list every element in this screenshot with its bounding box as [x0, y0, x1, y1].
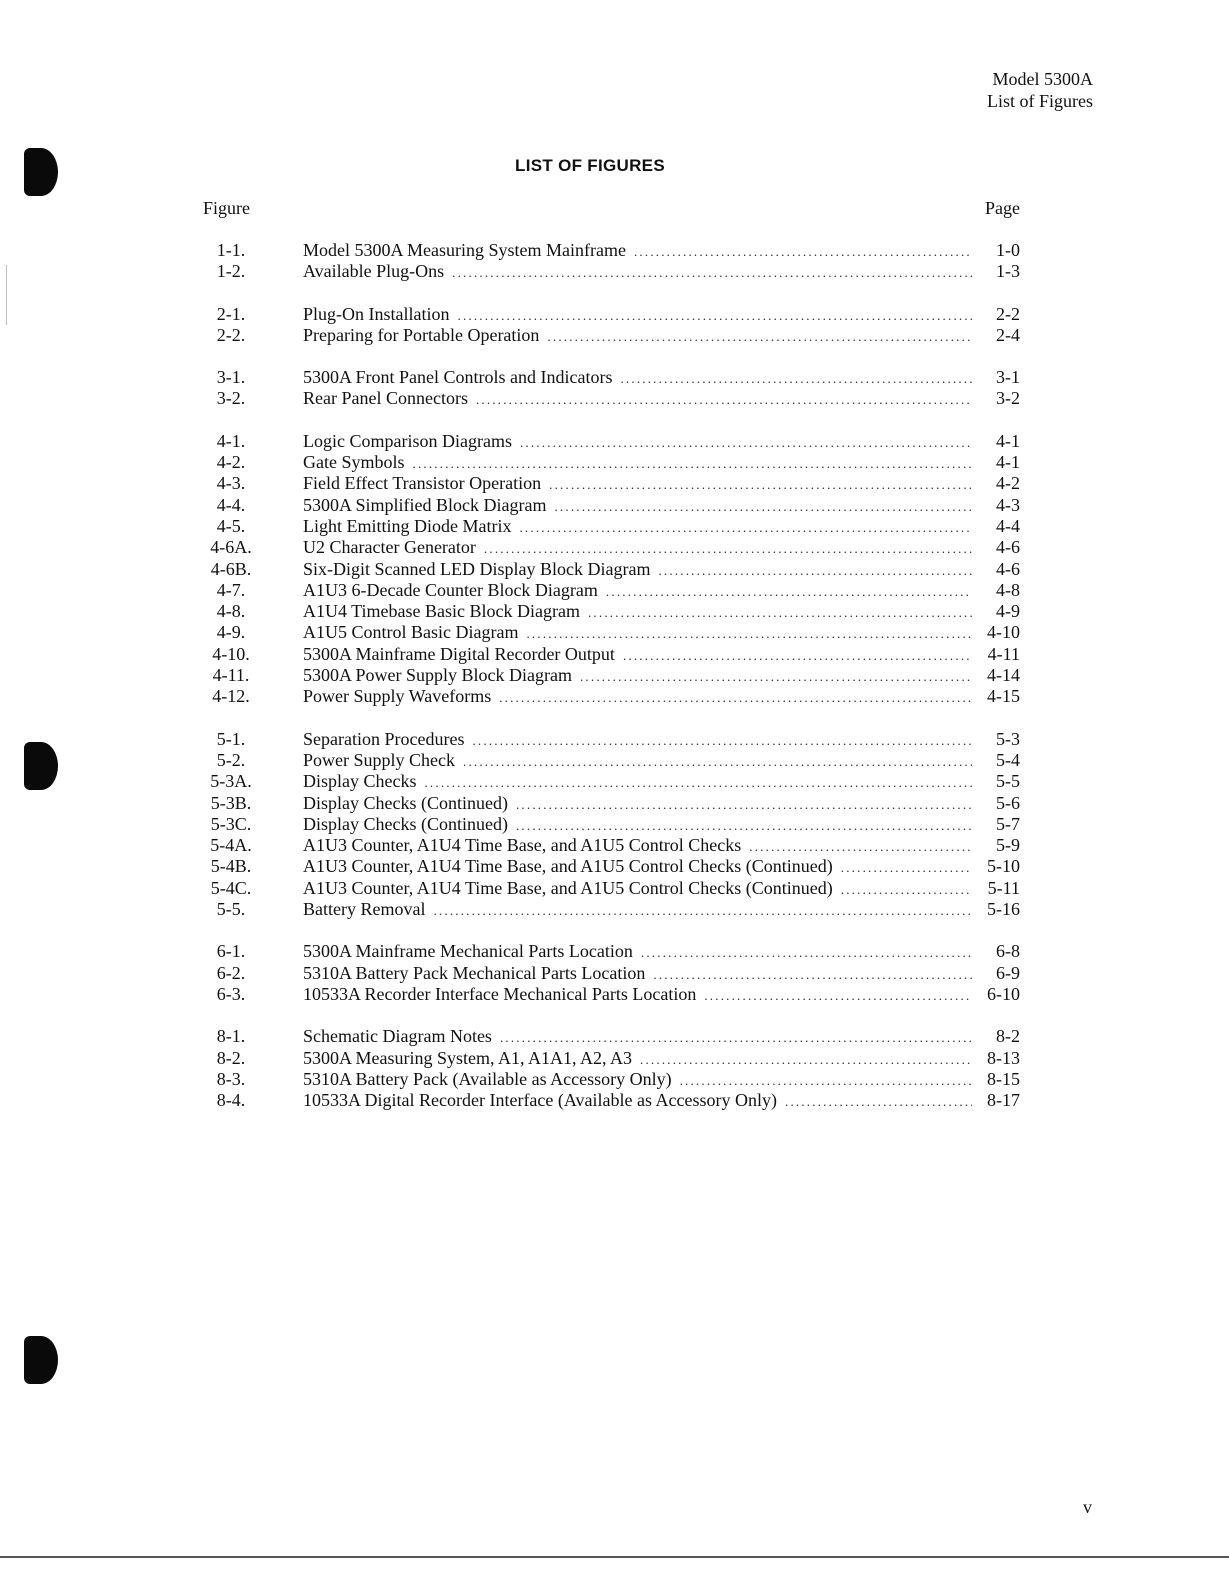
figure-entry: [200, 984, 1020, 1005]
figure-page: 8-15: [987, 1068, 1020, 1089]
figure-title: 10533A Digital Recorder Interface (Available as Accessory Only): [303, 1090, 777, 1111]
figure-page: 4-6: [996, 558, 1020, 579]
figure-entry: [200, 580, 1020, 601]
figure-page: 4-11: [987, 643, 1020, 664]
figure-title-line: [303, 644, 978, 666]
figure-title: Plug-On Installation: [303, 303, 450, 324]
dot-leader: [841, 857, 972, 878]
figure-title: A1U5 Control Basic Diagram: [303, 622, 519, 643]
figure-title: A1U3 Counter, A1U4 Time Base, and A1U5 Control Checks: [303, 835, 742, 856]
figure-page: 4-14: [987, 665, 1020, 686]
figure-title-line: [303, 1026, 978, 1048]
figure-title: 10533A Recorder Interface Mechanical Parts Location: [303, 983, 697, 1004]
figure-title: 5310A Battery Pack Mechanical Parts Location: [303, 962, 646, 983]
figure-page: 3-2: [996, 388, 1020, 409]
dot-leader: [623, 645, 972, 666]
figure-page: 5-11: [987, 877, 1020, 898]
figure-entry: [200, 941, 1020, 962]
figure-entry: [200, 856, 1020, 877]
figure-title: Schematic Diagram Notes: [303, 1026, 492, 1047]
figure-title: Preparing for Portable Operation: [303, 324, 540, 345]
column-header-page: Page: [985, 198, 1020, 218]
figure-entry: [200, 537, 1020, 558]
figure-title: Power Supply Check: [303, 749, 455, 770]
figure-entry: [200, 878, 1020, 899]
figure-entry: [200, 793, 1020, 814]
figure-page: 6-9: [996, 962, 1020, 983]
figure-entry: [200, 644, 1020, 665]
figure-entry: [200, 1026, 1020, 1047]
figure-page: 5-5: [996, 771, 1020, 792]
figure-title: Field Effect Transistor Operation: [303, 473, 542, 494]
dot-leader: [641, 942, 972, 963]
figure-page: 1-3: [996, 261, 1020, 282]
figure-title-line: [303, 814, 978, 836]
figure-title-line: [303, 559, 978, 581]
figure-entry: [200, 325, 1020, 346]
figure-page: 5-4: [996, 749, 1020, 770]
figure-number: 5-3B.: [210, 792, 252, 813]
figure-title-line: [303, 537, 978, 559]
figure-title-line: [303, 878, 978, 900]
figure-page: 8-17: [987, 1090, 1020, 1111]
figure-page: 4-9: [996, 601, 1020, 622]
figure-number: 1-2.: [216, 261, 246, 282]
figure-title-line: [303, 941, 978, 963]
figure-page: 4-1: [996, 430, 1020, 451]
dot-leader: [749, 836, 972, 857]
figure-entry: [200, 367, 1020, 388]
figure-entry: [200, 388, 1020, 409]
figure-entry: [200, 304, 1020, 325]
figure-title-line: [303, 325, 978, 347]
figure-title-line: [303, 963, 978, 985]
figure-title-line: [303, 984, 978, 1006]
figure-page: 5-9: [996, 835, 1020, 856]
figure-title: Gate Symbols: [303, 452, 405, 473]
figure-page: 8-13: [987, 1047, 1020, 1068]
figure-title: Rear Panel Connectors: [303, 388, 468, 409]
figure-title-line: [303, 495, 978, 517]
figure-list: [200, 240, 1020, 1132]
figure-title: Model 5300A Measuring System Mainframe: [303, 240, 626, 260]
figure-page: 5-16: [987, 899, 1020, 920]
dot-leader: [516, 794, 972, 815]
dot-leader: [620, 368, 972, 389]
page-bottom-rule: [0, 1556, 1229, 1558]
figure-page: 5-7: [996, 813, 1020, 834]
dot-leader: [499, 687, 972, 708]
figure-title-line: [303, 240, 978, 262]
figure-group: [200, 240, 1020, 283]
dot-leader: [580, 666, 972, 687]
dot-leader: [452, 262, 972, 283]
figure-title: Display Checks (Continued): [303, 813, 508, 834]
figure-number: 8-1.: [216, 1026, 246, 1047]
figure-title: Logic Comparison Diagrams: [303, 430, 512, 451]
dot-leader: [424, 772, 972, 793]
figure-entry: [200, 431, 1020, 452]
dot-leader: [433, 900, 972, 921]
figure-entry: [200, 516, 1020, 537]
figure-number: 2-2.: [216, 324, 246, 345]
figure-page: 2-2: [996, 303, 1020, 324]
figure-title: A1U3 6-Decade Counter Block Diagram: [303, 579, 598, 600]
figure-title: 5300A Power Supply Block Diagram: [303, 665, 572, 686]
figure-title: Light Emitting Diode Matrix: [303, 515, 512, 536]
figure-entry: [200, 452, 1020, 473]
figure-number: 5-3C.: [210, 813, 252, 834]
dot-leader: [680, 1070, 972, 1091]
figure-page: 4-4: [996, 515, 1020, 536]
figure-title-line: [303, 601, 978, 623]
figure-entry: [200, 559, 1020, 580]
figure-number: 4-8.: [216, 601, 246, 622]
dot-leader: [413, 453, 973, 474]
figure-entry: [200, 1069, 1020, 1090]
figure-number: 4-5.: [216, 515, 246, 536]
dot-leader: [484, 538, 972, 559]
figure-number: 4-3.: [216, 473, 246, 494]
figure-title-line: [303, 856, 978, 878]
figure-entry: [200, 750, 1020, 771]
figure-entry: [200, 601, 1020, 622]
figure-page: 6-10: [987, 983, 1020, 1004]
figure-title-line: [303, 793, 978, 815]
header-section: List of Figures: [987, 91, 1093, 111]
figure-title-line: [303, 899, 978, 921]
column-header-figure: Figure: [203, 198, 250, 218]
figure-group: [200, 729, 1020, 921]
figure-group: [200, 431, 1020, 708]
dot-leader: [476, 389, 972, 410]
figure-number: 8-2.: [216, 1047, 246, 1068]
figure-title-line: [303, 750, 978, 772]
figure-page: 4-15: [987, 686, 1020, 707]
figure-title: 5300A Simplified Block Diagram: [303, 494, 547, 515]
figure-title: 5300A Measuring System, A1, A1A1, A2, A3: [303, 1047, 633, 1068]
figure-title: Separation Procedures: [303, 728, 465, 749]
figure-entry: [200, 899, 1020, 920]
figure-title: 5300A Mainframe Digital Recorder Output: [303, 643, 615, 664]
dot-leader: [549, 474, 972, 495]
figure-number: 1-1.: [216, 240, 246, 260]
figure-number: 6-2.: [216, 962, 246, 983]
binder-hole-bottom: [24, 1336, 58, 1384]
figure-entry: [200, 771, 1020, 792]
dot-leader: [526, 623, 972, 644]
figure-number: 5-3A.: [210, 771, 252, 792]
figure-entry: [200, 240, 1020, 261]
figure-number: 4-12.: [212, 686, 250, 707]
dot-leader: [554, 496, 972, 517]
dot-leader: [458, 305, 973, 326]
figure-entry: [200, 686, 1020, 707]
figure-title: A1U4 Timebase Basic Block Diagram: [303, 601, 580, 622]
figure-number: 3-2.: [216, 388, 246, 409]
figure-number: 4-4.: [216, 494, 246, 515]
figure-number: 5-4B.: [210, 856, 252, 877]
figure-page: 1-0: [996, 240, 1020, 260]
figure-entry: [200, 665, 1020, 686]
figure-title-line: [303, 367, 978, 389]
figure-entry: [200, 495, 1020, 516]
figure-entry: [200, 1048, 1020, 1069]
figure-number: 6-1.: [216, 941, 246, 962]
figure-title-line: [303, 686, 978, 708]
dot-leader: [653, 964, 972, 985]
figure-title: Power Supply Waveforms: [303, 686, 492, 707]
figure-number: 4-6B.: [210, 558, 252, 579]
figure-entry: [200, 261, 1020, 282]
figure-entry: [200, 814, 1020, 835]
figure-title: 5300A Mainframe Mechanical Parts Location: [303, 941, 633, 962]
figure-group: [200, 367, 1020, 410]
figure-number: 4-7.: [216, 579, 246, 600]
dot-leader: [841, 879, 972, 900]
figure-number: 4-6A.: [210, 537, 252, 558]
figure-group: [200, 941, 1020, 1005]
header-model: Model 5300A: [992, 69, 1093, 89]
dot-leader: [785, 1091, 972, 1112]
dot-leader: [658, 560, 972, 581]
figure-number: 5-4C.: [210, 877, 252, 898]
figure-page: 4-6: [996, 537, 1020, 558]
dot-leader: [634, 241, 972, 262]
figure-title-line: [303, 452, 978, 474]
binder-hole-middle: [24, 742, 58, 790]
figure-title-line: [303, 388, 978, 410]
figure-number: 4-11.: [212, 665, 250, 686]
figure-page: 6-8: [996, 941, 1020, 962]
figure-number: 5-5.: [216, 899, 246, 920]
margin-mark: [6, 265, 7, 325]
figure-page: 4-3: [996, 494, 1020, 515]
dot-leader: [606, 581, 972, 602]
figure-page: 4-8: [996, 579, 1020, 600]
figure-title-line: [303, 1048, 978, 1070]
page-title: LIST OF FIGURES: [515, 156, 665, 175]
figure-number: 5-1.: [216, 728, 246, 749]
figure-page: 5-10: [987, 856, 1020, 877]
figure-title-line: [303, 580, 978, 602]
figure-page: 8-2: [996, 1026, 1020, 1047]
dot-leader: [640, 1049, 972, 1070]
figure-page: 4-10: [987, 622, 1020, 643]
dot-leader: [472, 730, 972, 751]
figure-group: [200, 304, 1020, 347]
figure-entry: [200, 1090, 1020, 1111]
figure-title: 5300A Front Panel Controls and Indicators: [303, 367, 613, 388]
figure-title: Battery Removal: [303, 899, 426, 920]
figure-title-line: [303, 304, 978, 326]
dot-leader: [520, 432, 972, 453]
figure-title: Six-Digit Scanned LED Display Block Diagram: [303, 558, 651, 579]
dot-leader: [516, 815, 972, 836]
figure-title: Display Checks: [303, 771, 417, 792]
figure-title-line: [303, 1069, 978, 1091]
figure-entry: [200, 622, 1020, 643]
page-header: [987, 68, 1093, 112]
figure-number: 5-2.: [216, 749, 246, 770]
figure-entry: [200, 835, 1020, 856]
figure-title: A1U3 Counter, A1U4 Time Base, and A1U5 Control Checks (Continued): [303, 856, 833, 877]
figure-number: 4-9.: [216, 622, 246, 643]
dot-leader: [704, 985, 972, 1006]
figure-title: Display Checks (Continued): [303, 792, 508, 813]
figure-title: 5310A Battery Pack (Available as Accessory Only): [303, 1068, 672, 1089]
figure-number: 3-1.: [216, 367, 246, 388]
figure-number: 4-10.: [212, 643, 250, 664]
figure-page: 4-1: [996, 452, 1020, 473]
figure-entry: [200, 473, 1020, 494]
dot-leader: [547, 326, 972, 347]
figure-title: U2 Character Generator: [303, 537, 476, 558]
dot-leader: [500, 1027, 972, 1048]
figure-number: 8-4.: [216, 1090, 246, 1111]
figure-number: 4-2.: [216, 452, 246, 473]
figure-title-line: [303, 261, 978, 283]
figure-title: Available Plug-Ons: [303, 261, 445, 282]
figure-title-line: [303, 622, 978, 644]
figure-page: 5-3: [996, 728, 1020, 749]
figure-title-line: [303, 729, 978, 751]
figure-page: 4-2: [996, 473, 1020, 494]
figure-entry: [200, 729, 1020, 750]
figure-number: 4-1.: [216, 430, 246, 451]
figure-group: [200, 1026, 1020, 1111]
figure-title-line: [303, 1090, 978, 1112]
figure-page: 3-1: [996, 367, 1020, 388]
dot-leader: [588, 602, 972, 623]
figure-number: 6-3.: [216, 983, 246, 1004]
figure-title-line: [303, 516, 978, 538]
figure-number: 2-1.: [216, 303, 246, 324]
page-number: v: [1083, 1497, 1092, 1517]
figure-title: A1U3 Counter, A1U4 Time Base, and A1U5 Control Checks (Continued): [303, 877, 833, 898]
dot-leader: [463, 751, 972, 772]
figure-page: 5-6: [996, 792, 1020, 813]
dot-leader: [519, 517, 972, 538]
figure-entry: [200, 963, 1020, 984]
figure-title-line: [303, 665, 978, 687]
figure-title-line: [303, 473, 978, 495]
figure-title-line: [303, 771, 978, 793]
figure-page: 2-4: [996, 324, 1020, 345]
figure-number: 8-3.: [216, 1068, 246, 1089]
figure-title-line: [303, 431, 978, 453]
figure-title-line: [303, 835, 978, 857]
figure-number: 5-4A.: [210, 835, 252, 856]
